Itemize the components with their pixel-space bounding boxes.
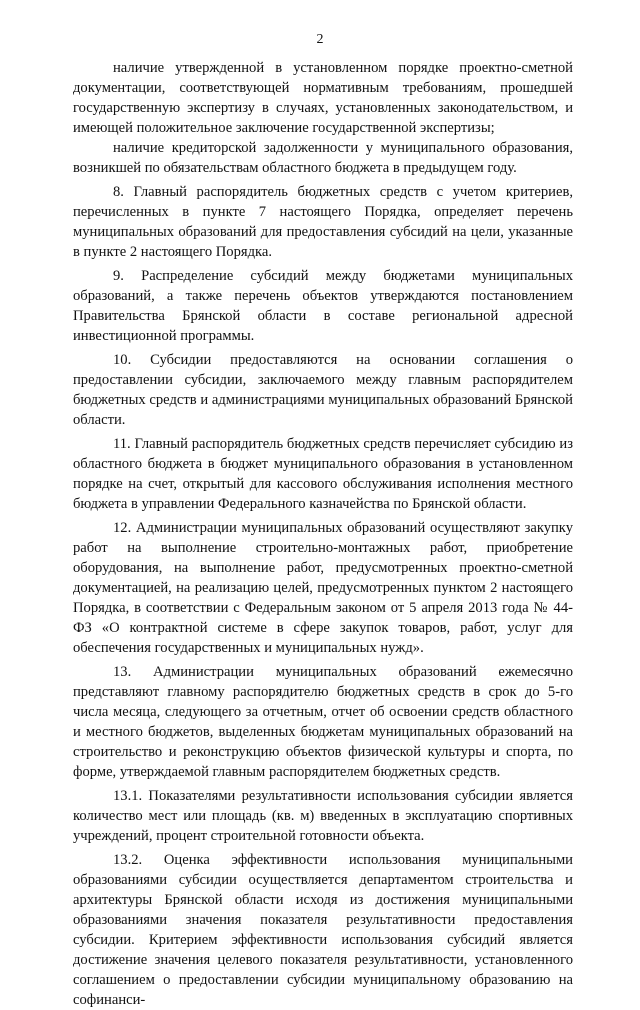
paragraph-item-13: 13. Администрации муниципальных образований ежемесячно представляют главному распорядителю бюджетных средств в срок до 5-го числа месяца, следующего за отчетным, отчет об освоении средств областного и местного бюджетов, выделенных бюджетам муниципальных образований на строительство и реконструкцию объектов физической культуры и спорта, по форме, утверждаемой главным распорядителем бюджетных средств.: [73, 664, 573, 780]
paragraph-item-10: 10. Субсидии предоставляются на основании соглашения о предоставлении субсидии, заключаемого между главным распорядителем бюджетных средств и администрациями муниципальных образований Брянской области.: [73, 352, 573, 428]
paragraph-creditor-debt: наличие кредиторской задолженности у муниципального образования, возникшей по обязательствам областного бюджета в предыдущем году.: [73, 140, 573, 176]
paragraph-item-9: 9. Распределение субсидий между бюджетами муниципальных образований, а также перечень объектов утверждаются постановлением Правительства Брянской области в составе региональной адресной инвестиционной программы.: [73, 268, 573, 344]
paragraph-item-13-2: 13.2. Оценка эффективности использования муниципальными образованиями субсидии осуществляется департаментом строительства и архитектуры Брянской области исходя из достижения муниципальными образованиями значения показателя результативности предоставления субсидии. Критерием эффективности использования субсидий является достижение значения целевого показателя результативности, установленного соглашением о предоставлении субсидии муниципальному образованию на софинанси-: [73, 852, 573, 1008]
paragraph-item-13-1: 13.1. Показателями результативности использования субсидии является количество мест или площадь (кв. м) введенных в эксплуатацию спортивных учреждений, процент строительной готовности объекта.: [73, 788, 573, 844]
paragraph-project-documentation: наличие утвержденной в установленном порядке проектно-сметной документации, соответствующей нормативным требованиям, прошедшей государственную экспертизу в случаях, установленных законодательством, и имеющей положительное заключение государственной экспертизы;: [73, 60, 573, 136]
paragraph-item-8: 8. Главный распорядитель бюджетных средств с учетом критериев, перечисленных в пункте 7 настоящего Порядка, определяет перечень муниципальных образований для предоставления субсидий на цели, указанные в пункте 2 настоящего Порядка.: [73, 184, 573, 260]
document-body: [73, 58, 573, 1010]
page-number: 2: [316, 32, 324, 47]
paragraph-item-11: 11. Главный распорядитель бюджетных средств перечисляет субсидию из областного бюджета в бюджет муниципального образования в установленном порядке на счет, открытый для кассового обслуживания исполнения местного бюджета в управлении Федерального казначейства по Брянской области.: [73, 436, 573, 512]
paragraph-item-12: 12. Администрации муниципальных образований осуществляют закупку работ на выполнение строительно-монтажных работ, приобретение оборудования, на выполнение работ, предусмотренных проектно-сметной документацией, на реализацию целей, предусмотренных пунктом 2 настоящего Порядка, в соответствии с Федеральным законом от 5 апреля 2013 года № 44-ФЗ «О контрактной системе в сфере закупок товаров, работ, услуг для обеспечения государственных и муниципальных нужд».: [73, 520, 573, 656]
